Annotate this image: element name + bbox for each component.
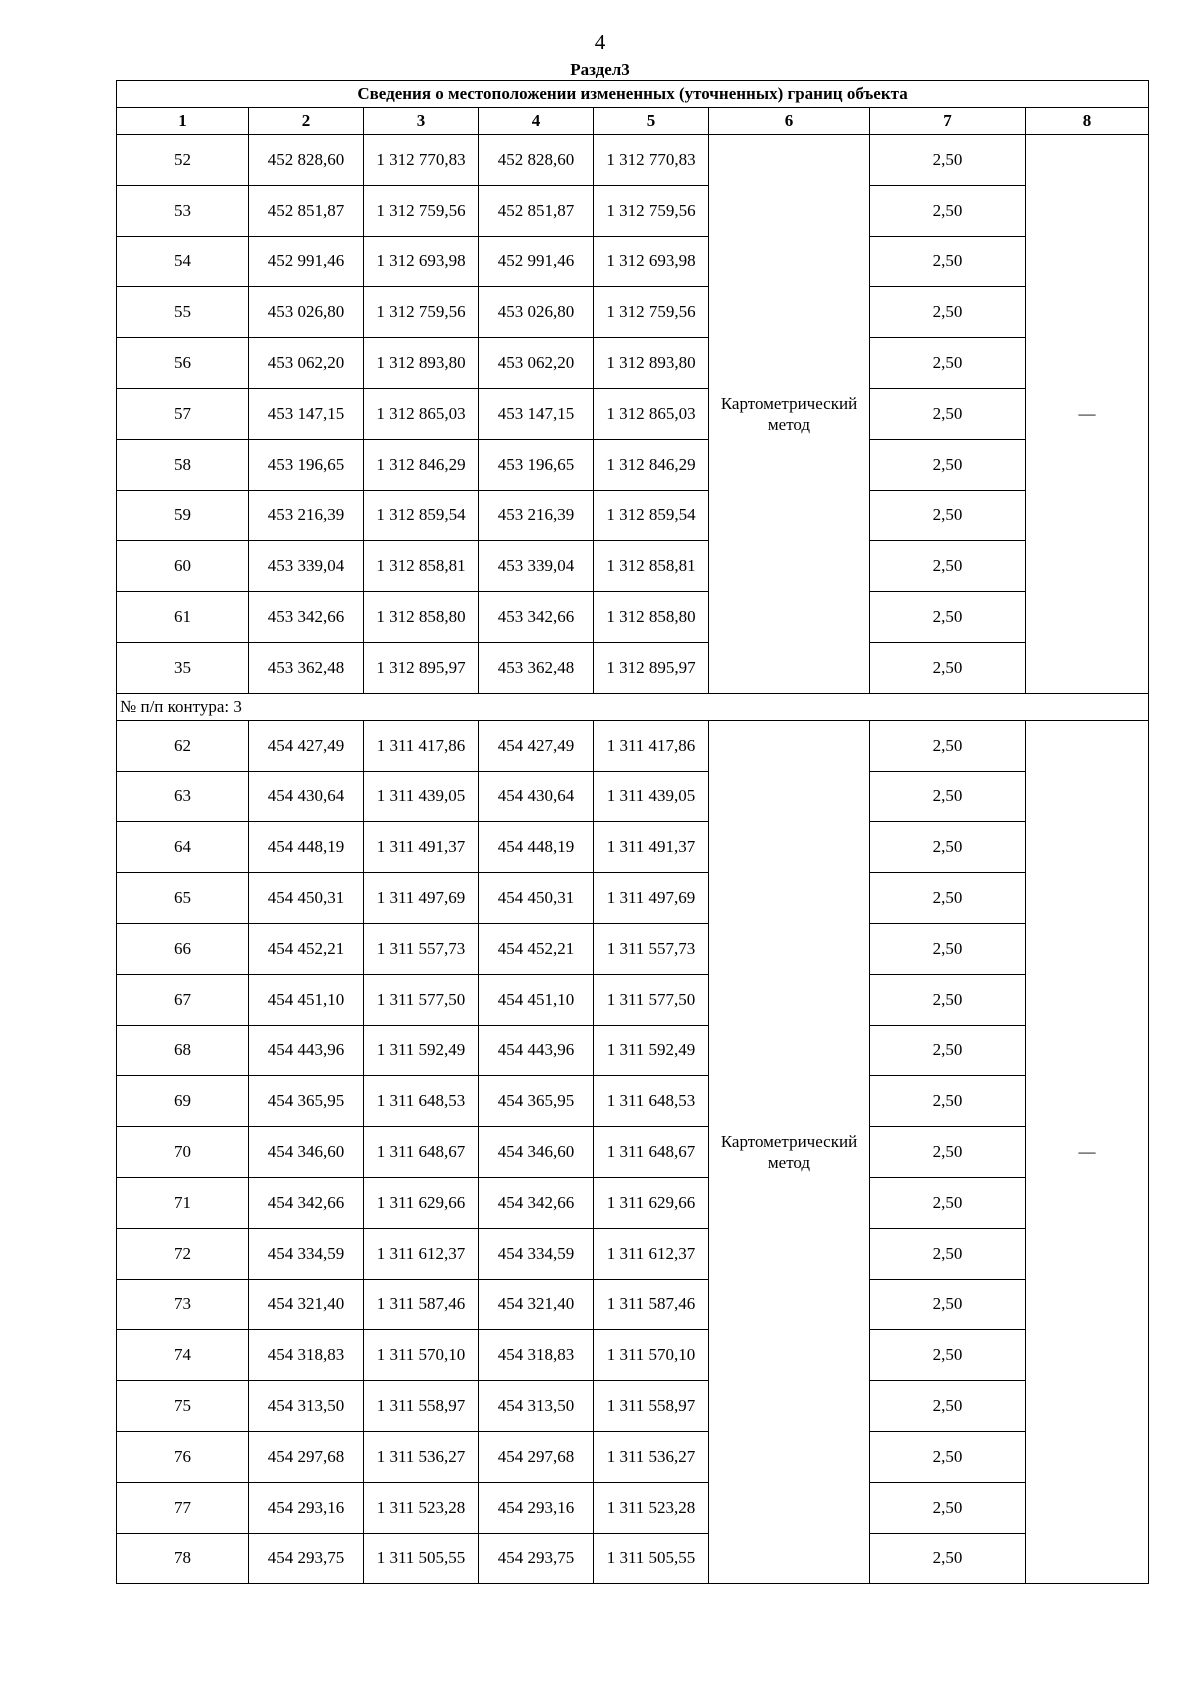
old-y-cell: 1 311 497,69 [364,873,479,924]
precision-cell: 2,50 [870,1482,1026,1533]
table-row [117,1127,1149,1178]
point-number-cell: 55 [117,287,249,338]
point-number-cell: 63 [117,771,249,822]
new-x-cell: 453 026,80 [479,287,594,338]
new-x-cell: 454 451,10 [479,974,594,1025]
old-y-cell: 1 311 557,73 [364,923,479,974]
new-y-cell: 1 311 536,27 [594,1431,709,1482]
old-y-cell: 1 311 629,66 [364,1177,479,1228]
new-x-cell: 454 365,95 [479,1076,594,1127]
old-x-cell: 452 991,46 [249,236,364,287]
precision-cell: 2,50 [870,1279,1026,1330]
old-y-cell: 1 312 858,81 [364,541,479,592]
new-y-cell: 1 311 648,67 [594,1127,709,1178]
new-y-cell: 1 312 893,80 [594,338,709,389]
column-number-4: 4 [479,108,594,135]
new-y-cell: 1 311 417,86 [594,720,709,771]
old-y-cell: 1 311 587,46 [364,1279,479,1330]
new-x-cell: 452 851,87 [479,185,594,236]
new-x-cell: 454 346,60 [479,1127,594,1178]
old-y-cell: 1 311 417,86 [364,720,479,771]
precision-cell: 2,50 [870,439,1026,490]
old-x-cell: 452 828,60 [249,135,364,186]
old-x-cell: 453 147,15 [249,388,364,439]
old-y-cell: 1 311 536,27 [364,1431,479,1482]
point-number-cell: 71 [117,1177,249,1228]
new-y-cell: 1 311 491,37 [594,822,709,873]
old-y-cell: 1 311 648,67 [364,1127,479,1178]
table-row [117,822,1149,873]
precision-cell: 2,50 [870,1381,1026,1432]
table-row [117,873,1149,924]
old-y-cell: 1 311 505,55 [364,1533,479,1584]
point-number-cell: 59 [117,490,249,541]
point-number-cell: 65 [117,873,249,924]
boundary-coordinates-table [116,80,1149,1584]
old-y-cell: 1 311 570,10 [364,1330,479,1381]
new-x-cell: 454 450,31 [479,873,594,924]
point-number-cell: 67 [117,974,249,1025]
old-x-cell: 454 342,66 [249,1177,364,1228]
old-x-cell: 454 334,59 [249,1228,364,1279]
new-x-cell: 453 339,04 [479,541,594,592]
point-number-cell: 70 [117,1127,249,1178]
precision-cell: 2,50 [870,388,1026,439]
table-row [117,592,1149,643]
table-row [117,1228,1149,1279]
new-x-cell: 454 448,19 [479,822,594,873]
old-x-cell: 454 293,75 [249,1533,364,1584]
old-x-cell: 454 365,95 [249,1076,364,1127]
table-row [117,388,1149,439]
precision-cell: 2,50 [870,1228,1026,1279]
precision-cell: 2,50 [870,1127,1026,1178]
new-x-cell: 452 991,46 [479,236,594,287]
table-row [117,1482,1149,1533]
precision-cell: 2,50 [870,1431,1026,1482]
point-number-cell: 75 [117,1381,249,1432]
old-x-cell: 454 293,16 [249,1482,364,1533]
precision-cell: 2,50 [870,974,1026,1025]
new-y-cell: 1 311 577,50 [594,974,709,1025]
old-x-cell: 454 318,83 [249,1330,364,1381]
old-x-cell: 454 430,64 [249,771,364,822]
new-x-cell: 454 452,21 [479,923,594,974]
old-y-cell: 1 311 648,53 [364,1076,479,1127]
new-x-cell: 454 318,83 [479,1330,594,1381]
new-x-cell: 453 196,65 [479,439,594,490]
method-cell: Картометрический метод [709,135,870,694]
new-x-cell: 454 293,75 [479,1533,594,1584]
point-number-cell: 52 [117,135,249,186]
point-number-cell: 56 [117,338,249,389]
new-y-cell: 1 312 865,03 [594,388,709,439]
new-y-cell: 1 312 693,98 [594,236,709,287]
new-y-cell: 1 311 648,53 [594,1076,709,1127]
old-x-cell: 454 297,68 [249,1431,364,1482]
precision-cell: 2,50 [870,873,1026,924]
precision-cell: 2,50 [870,236,1026,287]
old-y-cell: 1 312 859,54 [364,490,479,541]
old-y-cell: 1 311 592,49 [364,1025,479,1076]
column-number-8: 8 [1026,108,1149,135]
new-x-cell: 453 147,15 [479,388,594,439]
old-x-cell: 454 452,21 [249,923,364,974]
new-x-cell: 452 828,60 [479,135,594,186]
table-caption: Сведения о местоположении измененных (уточненных) границ объекта [117,81,1149,108]
point-number-cell: 58 [117,439,249,490]
table-row [117,1279,1149,1330]
precision-cell: 2,50 [870,1177,1026,1228]
table-row [117,185,1149,236]
table-row [117,1330,1149,1381]
new-y-cell: 1 311 592,49 [594,1025,709,1076]
new-y-cell: 1 311 612,37 [594,1228,709,1279]
precision-cell: 2,50 [870,287,1026,338]
point-number-cell: 68 [117,1025,249,1076]
point-number-cell: 76 [117,1431,249,1482]
old-x-cell: 454 313,50 [249,1381,364,1432]
new-y-cell: 1 311 557,73 [594,923,709,974]
column-number-1: 1 [117,108,249,135]
old-y-cell: 1 312 865,03 [364,388,479,439]
table-row [117,338,1149,389]
point-number-cell: 35 [117,642,249,693]
table-row [117,490,1149,541]
table-row [117,287,1149,338]
column-number-6: 6 [709,108,870,135]
old-y-cell: 1 312 759,56 [364,185,479,236]
new-x-cell: 454 313,50 [479,1381,594,1432]
note-cell: — [1026,720,1149,1584]
new-x-cell: 454 334,59 [479,1228,594,1279]
table-row [117,1381,1149,1432]
table-row [117,236,1149,287]
old-x-cell: 453 339,04 [249,541,364,592]
new-y-cell: 1 312 759,56 [594,185,709,236]
point-number-cell: 69 [117,1076,249,1127]
old-x-cell: 454 346,60 [249,1127,364,1178]
contour-label-row [117,693,1149,720]
old-y-cell: 1 311 523,28 [364,1482,479,1533]
table-row [117,720,1149,771]
new-x-cell: 454 427,49 [479,720,594,771]
old-y-cell: 1 312 858,80 [364,592,479,643]
new-y-cell: 1 311 558,97 [594,1381,709,1432]
precision-cell: 2,50 [870,923,1026,974]
old-x-cell: 453 196,65 [249,439,364,490]
old-y-cell: 1 312 770,83 [364,135,479,186]
table-row [117,923,1149,974]
new-x-cell: 454 293,16 [479,1482,594,1533]
point-number-cell: 72 [117,1228,249,1279]
new-y-cell: 1 311 629,66 [594,1177,709,1228]
table-body [117,135,1149,1584]
note-cell: — [1026,135,1149,694]
point-number-cell: 57 [117,388,249,439]
column-number-2: 2 [249,108,364,135]
point-number-cell: 78 [117,1533,249,1584]
precision-cell: 2,50 [870,592,1026,643]
table-row [117,1076,1149,1127]
old-x-cell: 453 026,80 [249,287,364,338]
old-y-cell: 1 312 693,98 [364,236,479,287]
old-y-cell: 1 311 558,97 [364,1381,479,1432]
column-numbers-row [117,108,1149,135]
table-row [117,439,1149,490]
precision-cell: 2,50 [870,541,1026,592]
old-x-cell: 453 362,48 [249,642,364,693]
new-x-cell: 454 321,40 [479,1279,594,1330]
old-x-cell: 454 450,31 [249,873,364,924]
column-number-3: 3 [364,108,479,135]
precision-cell: 2,50 [870,135,1026,186]
table-row [117,1533,1149,1584]
new-y-cell: 1 311 523,28 [594,1482,709,1533]
precision-cell: 2,50 [870,1330,1026,1381]
old-x-cell: 453 062,20 [249,338,364,389]
new-y-cell: 1 312 858,81 [594,541,709,592]
precision-cell: 2,50 [870,771,1026,822]
new-y-cell: 1 311 505,55 [594,1533,709,1584]
new-x-cell: 454 443,96 [479,1025,594,1076]
new-x-cell: 453 062,20 [479,338,594,389]
new-x-cell: 453 216,39 [479,490,594,541]
point-number-cell: 60 [117,541,249,592]
old-x-cell: 454 448,19 [249,822,364,873]
point-number-cell: 74 [117,1330,249,1381]
new-x-cell: 454 342,66 [479,1177,594,1228]
new-x-cell: 454 430,64 [479,771,594,822]
old-x-cell: 454 451,10 [249,974,364,1025]
point-number-cell: 77 [117,1482,249,1533]
precision-cell: 2,50 [870,338,1026,389]
table-row [117,974,1149,1025]
new-y-cell: 1 312 895,97 [594,642,709,693]
old-x-cell: 454 443,96 [249,1025,364,1076]
point-number-cell: 66 [117,923,249,974]
old-y-cell: 1 312 846,29 [364,439,479,490]
table-row [117,135,1149,186]
old-x-cell: 454 427,49 [249,720,364,771]
precision-cell: 2,50 [870,720,1026,771]
point-number-cell: 54 [117,236,249,287]
old-y-cell: 1 312 893,80 [364,338,479,389]
old-y-cell: 1 312 895,97 [364,642,479,693]
new-y-cell: 1 312 770,83 [594,135,709,186]
old-x-cell: 452 851,87 [249,185,364,236]
table-row [117,771,1149,822]
method-cell: Картометрический метод [709,720,870,1584]
column-number-5: 5 [594,108,709,135]
new-y-cell: 1 311 587,46 [594,1279,709,1330]
contour-label: № п/п контура: 3 [117,693,1149,720]
section-title: Раздел3 [570,60,630,79]
table-row [117,642,1149,693]
new-y-cell: 1 312 846,29 [594,439,709,490]
page-number: 4 [594,30,606,54]
new-y-cell: 1 311 439,05 [594,771,709,822]
new-x-cell: 453 362,48 [479,642,594,693]
point-number-cell: 53 [117,185,249,236]
point-number-cell: 61 [117,592,249,643]
new-y-cell: 1 312 759,56 [594,287,709,338]
point-number-cell: 73 [117,1279,249,1330]
new-x-cell: 454 297,68 [479,1431,594,1482]
point-number-cell: 62 [117,720,249,771]
point-number-cell: 64 [117,822,249,873]
old-y-cell: 1 312 759,56 [364,287,479,338]
precision-cell: 2,50 [870,1076,1026,1127]
precision-cell: 2,50 [870,1533,1026,1584]
precision-cell: 2,50 [870,490,1026,541]
precision-cell: 2,50 [870,185,1026,236]
table-row [117,1025,1149,1076]
table-row [117,1177,1149,1228]
table-row [117,1431,1149,1482]
table-row [117,541,1149,592]
old-x-cell: 453 342,66 [249,592,364,643]
precision-cell: 2,50 [870,1025,1026,1076]
old-x-cell: 454 321,40 [249,1279,364,1330]
precision-cell: 2,50 [870,822,1026,873]
column-number-7: 7 [870,108,1026,135]
old-y-cell: 1 311 612,37 [364,1228,479,1279]
precision-cell: 2,50 [870,642,1026,693]
new-y-cell: 1 311 570,10 [594,1330,709,1381]
old-y-cell: 1 311 577,50 [364,974,479,1025]
new-y-cell: 1 311 497,69 [594,873,709,924]
old-y-cell: 1 311 491,37 [364,822,479,873]
new-x-cell: 453 342,66 [479,592,594,643]
new-y-cell: 1 312 859,54 [594,490,709,541]
old-y-cell: 1 311 439,05 [364,771,479,822]
new-y-cell: 1 312 858,80 [594,592,709,643]
old-x-cell: 453 216,39 [249,490,364,541]
